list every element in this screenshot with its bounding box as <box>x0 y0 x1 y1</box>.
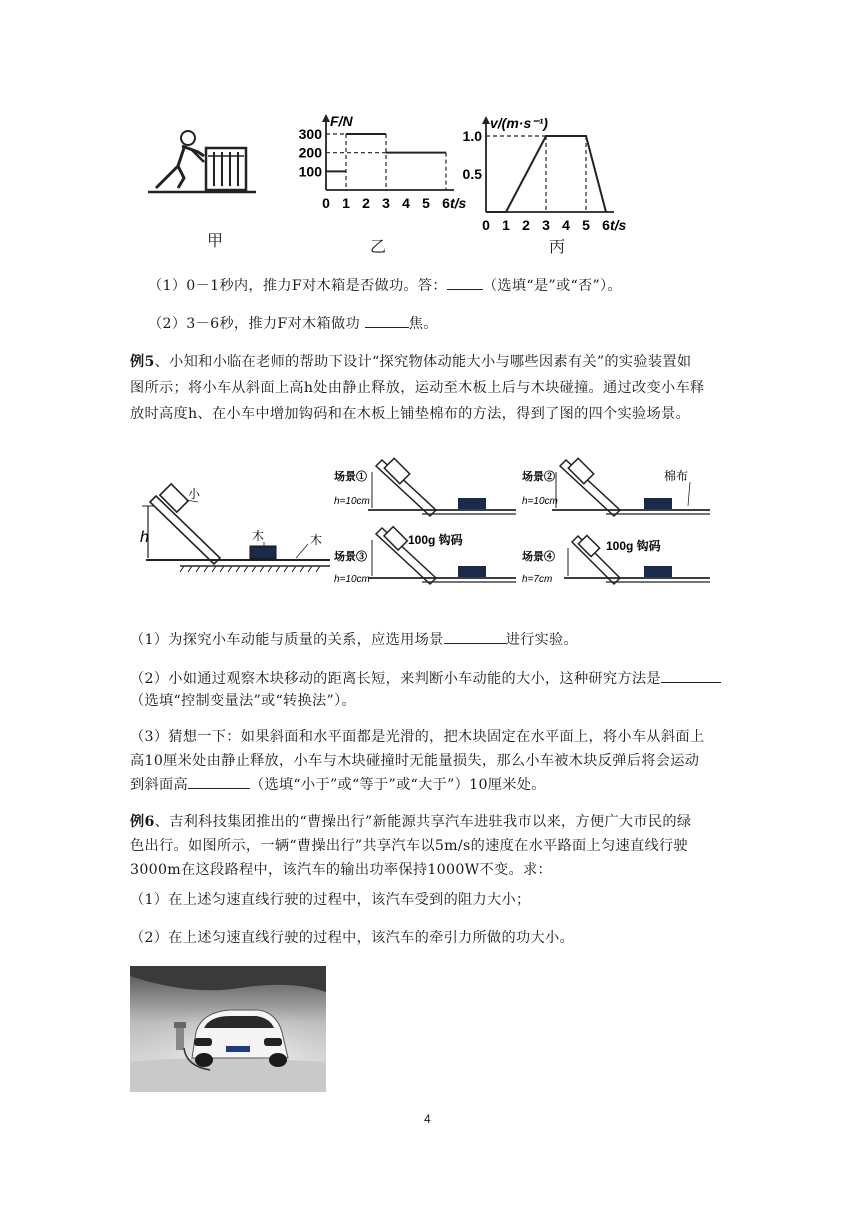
yi-ytick-1: 200 <box>298 144 322 161</box>
scene3-weight: 100g 钩码 <box>408 533 463 547</box>
bing-xtick-6: 6 <box>602 217 610 233</box>
ex6-q1: （1）在上述匀速直线行驶的过程中，该汽车受到的阻力大小； <box>130 892 531 908</box>
scene-2 <box>520 458 712 520</box>
ramp-h-label: h <box>140 529 149 546</box>
scene1-height: h=10cm <box>334 496 370 507</box>
yi-xtick-1: 1 <box>342 195 350 211</box>
scene4-label: 场景④ <box>522 551 555 563</box>
yi-ytick-2: 300 <box>298 126 322 142</box>
scene3-label: 场景③ <box>334 551 367 563</box>
yi-xtick-0: 0 <box>322 195 330 211</box>
page-number: 4 <box>424 1112 431 1126</box>
ex5-q3-blank <box>188 788 250 789</box>
q4-sub1: （1）0－1秒内，推力F对木箱是否做功。答： （选填“是”或“否”）。 <box>148 278 622 294</box>
yi-xtick-5: 5 <box>422 195 430 211</box>
yi-ylabel: F/N <box>330 113 353 129</box>
ex6-label: 例6 <box>130 814 155 830</box>
ex5-q3-line1: （3）猜想一下：如果斜面和水平面都是光滑的，把木块固定在水平面上，将小车从斜面上 <box>130 729 705 745</box>
ex6-line1: 例6、吉利科技集团推出的“曹操出行”新能源共享汽车进驻我市以来，方便广大市民的绿 <box>130 814 692 830</box>
bing-ytick-0: 0.5 <box>462 166 482 182</box>
scene1-label: 场景① <box>334 471 367 483</box>
ex5-line1: 例5、小知和小临在老师的帮助下设计“探究物体动能大小与哪些因素有关”的实验装置如 <box>130 354 692 370</box>
ex5-q2-line2: （选填“控制变量法”或“转换法”）。 <box>130 693 356 709</box>
ex5-q2-line1: （2）小如通过观察木块移动的距离长短，来判断小车动能的大小，这种研究方法是 <box>130 665 721 693</box>
figure-ramp-experiment <box>140 480 335 576</box>
yi-xtick-4: 4 <box>402 195 410 211</box>
bing-ylabel: v/(m·s⁻¹) <box>490 115 548 131</box>
bing-xtick-5: 5 <box>582 217 590 233</box>
figure-label-jia: 甲 <box>207 231 224 250</box>
ex5-q1-blank <box>444 643 506 644</box>
q4-sub2: （2）3－6秒，推力F对木箱做功 焦。 <box>148 316 438 332</box>
chart-bing-velocity-time <box>452 112 627 233</box>
figure-label-yi: 乙 <box>370 237 387 256</box>
yi-x-unit: t/s <box>450 195 467 211</box>
yi-xtick-2: 2 <box>362 195 370 211</box>
scene4-weight: 100g 钩码 <box>606 539 661 553</box>
bing-xtick-1: 1 <box>502 217 510 233</box>
ex5-q1: （1）为探究小车动能与质量的关系，应选用场景 进行实验。 <box>130 632 579 648</box>
q4-sub2-blank <box>365 327 409 328</box>
ex5-q3-line2: 高10厘米处由静止释放，小车与木块碰撞时无能量损失，那么小车被木块反弹后将会运动 <box>130 753 700 769</box>
figure-jia-pushing-crate <box>148 126 260 196</box>
ex5-line3: 放时高度h、在小车中增加钩码和在木板上铺垫棉布的方法，得到了图的四个实验场景。 <box>130 406 690 422</box>
bing-xtick-4: 4 <box>562 217 570 233</box>
yi-xtick-6: 6 <box>442 195 450 211</box>
ex5-line2: 图所示；将小车从斜面上高h处由静止释放，运动至木板上后与木块碰撞。通过改变小车释 <box>130 380 705 396</box>
bing-y-arrow <box>482 116 490 124</box>
figure-label-bing: 丙 <box>549 237 566 256</box>
bing-xtick-3: 3 <box>542 217 550 233</box>
scene2-label: 场景② <box>522 471 555 483</box>
bing-xtick-2: 2 <box>522 217 530 233</box>
block-label: 木 <box>252 529 265 543</box>
ex6-line3: 3000m在这段路程中，该汽车的输出功率保持1000W不变。求： <box>130 862 552 878</box>
scene-4 <box>520 526 712 588</box>
yi-xtick-3: 3 <box>382 195 390 211</box>
scene3-height: h=10cm <box>334 574 370 585</box>
bing-xtick-0: 0 <box>482 217 490 233</box>
ex5-q2-blank <box>661 682 721 683</box>
scene-1 <box>332 458 518 520</box>
bing-x-unit: t/s <box>610 217 627 233</box>
cloth-label: 棉布 <box>664 469 689 483</box>
board-label: 木 <box>310 533 323 547</box>
q4-sub1-blank <box>447 289 483 290</box>
scene2-height: h=10cm <box>522 496 558 507</box>
car-label: 小 <box>188 487 201 501</box>
bing-ytick-1: 1.0 <box>462 128 482 144</box>
yi-ytick-0: 100 <box>298 163 322 180</box>
scene4-height: h=7cm <box>522 574 553 585</box>
car-photo <box>130 966 326 1092</box>
ex5-q3-line3: 到斜面高 （选填“小于”或“等于”或“大于”）10厘米处。 <box>130 777 546 793</box>
yi-y-arrow <box>322 114 330 122</box>
ex6-line2: 色出行。如图所示，一辆“曹操出行”共享汽车以5m/s的速度在水平路面上匀速直线行驶 <box>130 838 688 854</box>
ex5-label: 例5 <box>130 354 155 370</box>
chart-yi-force-time <box>290 112 467 222</box>
ex6-q2: （2）在上述匀速直线行驶的过程中，该汽车的牵引力所做的功大小。 <box>130 930 574 946</box>
scene-3 <box>332 526 518 588</box>
